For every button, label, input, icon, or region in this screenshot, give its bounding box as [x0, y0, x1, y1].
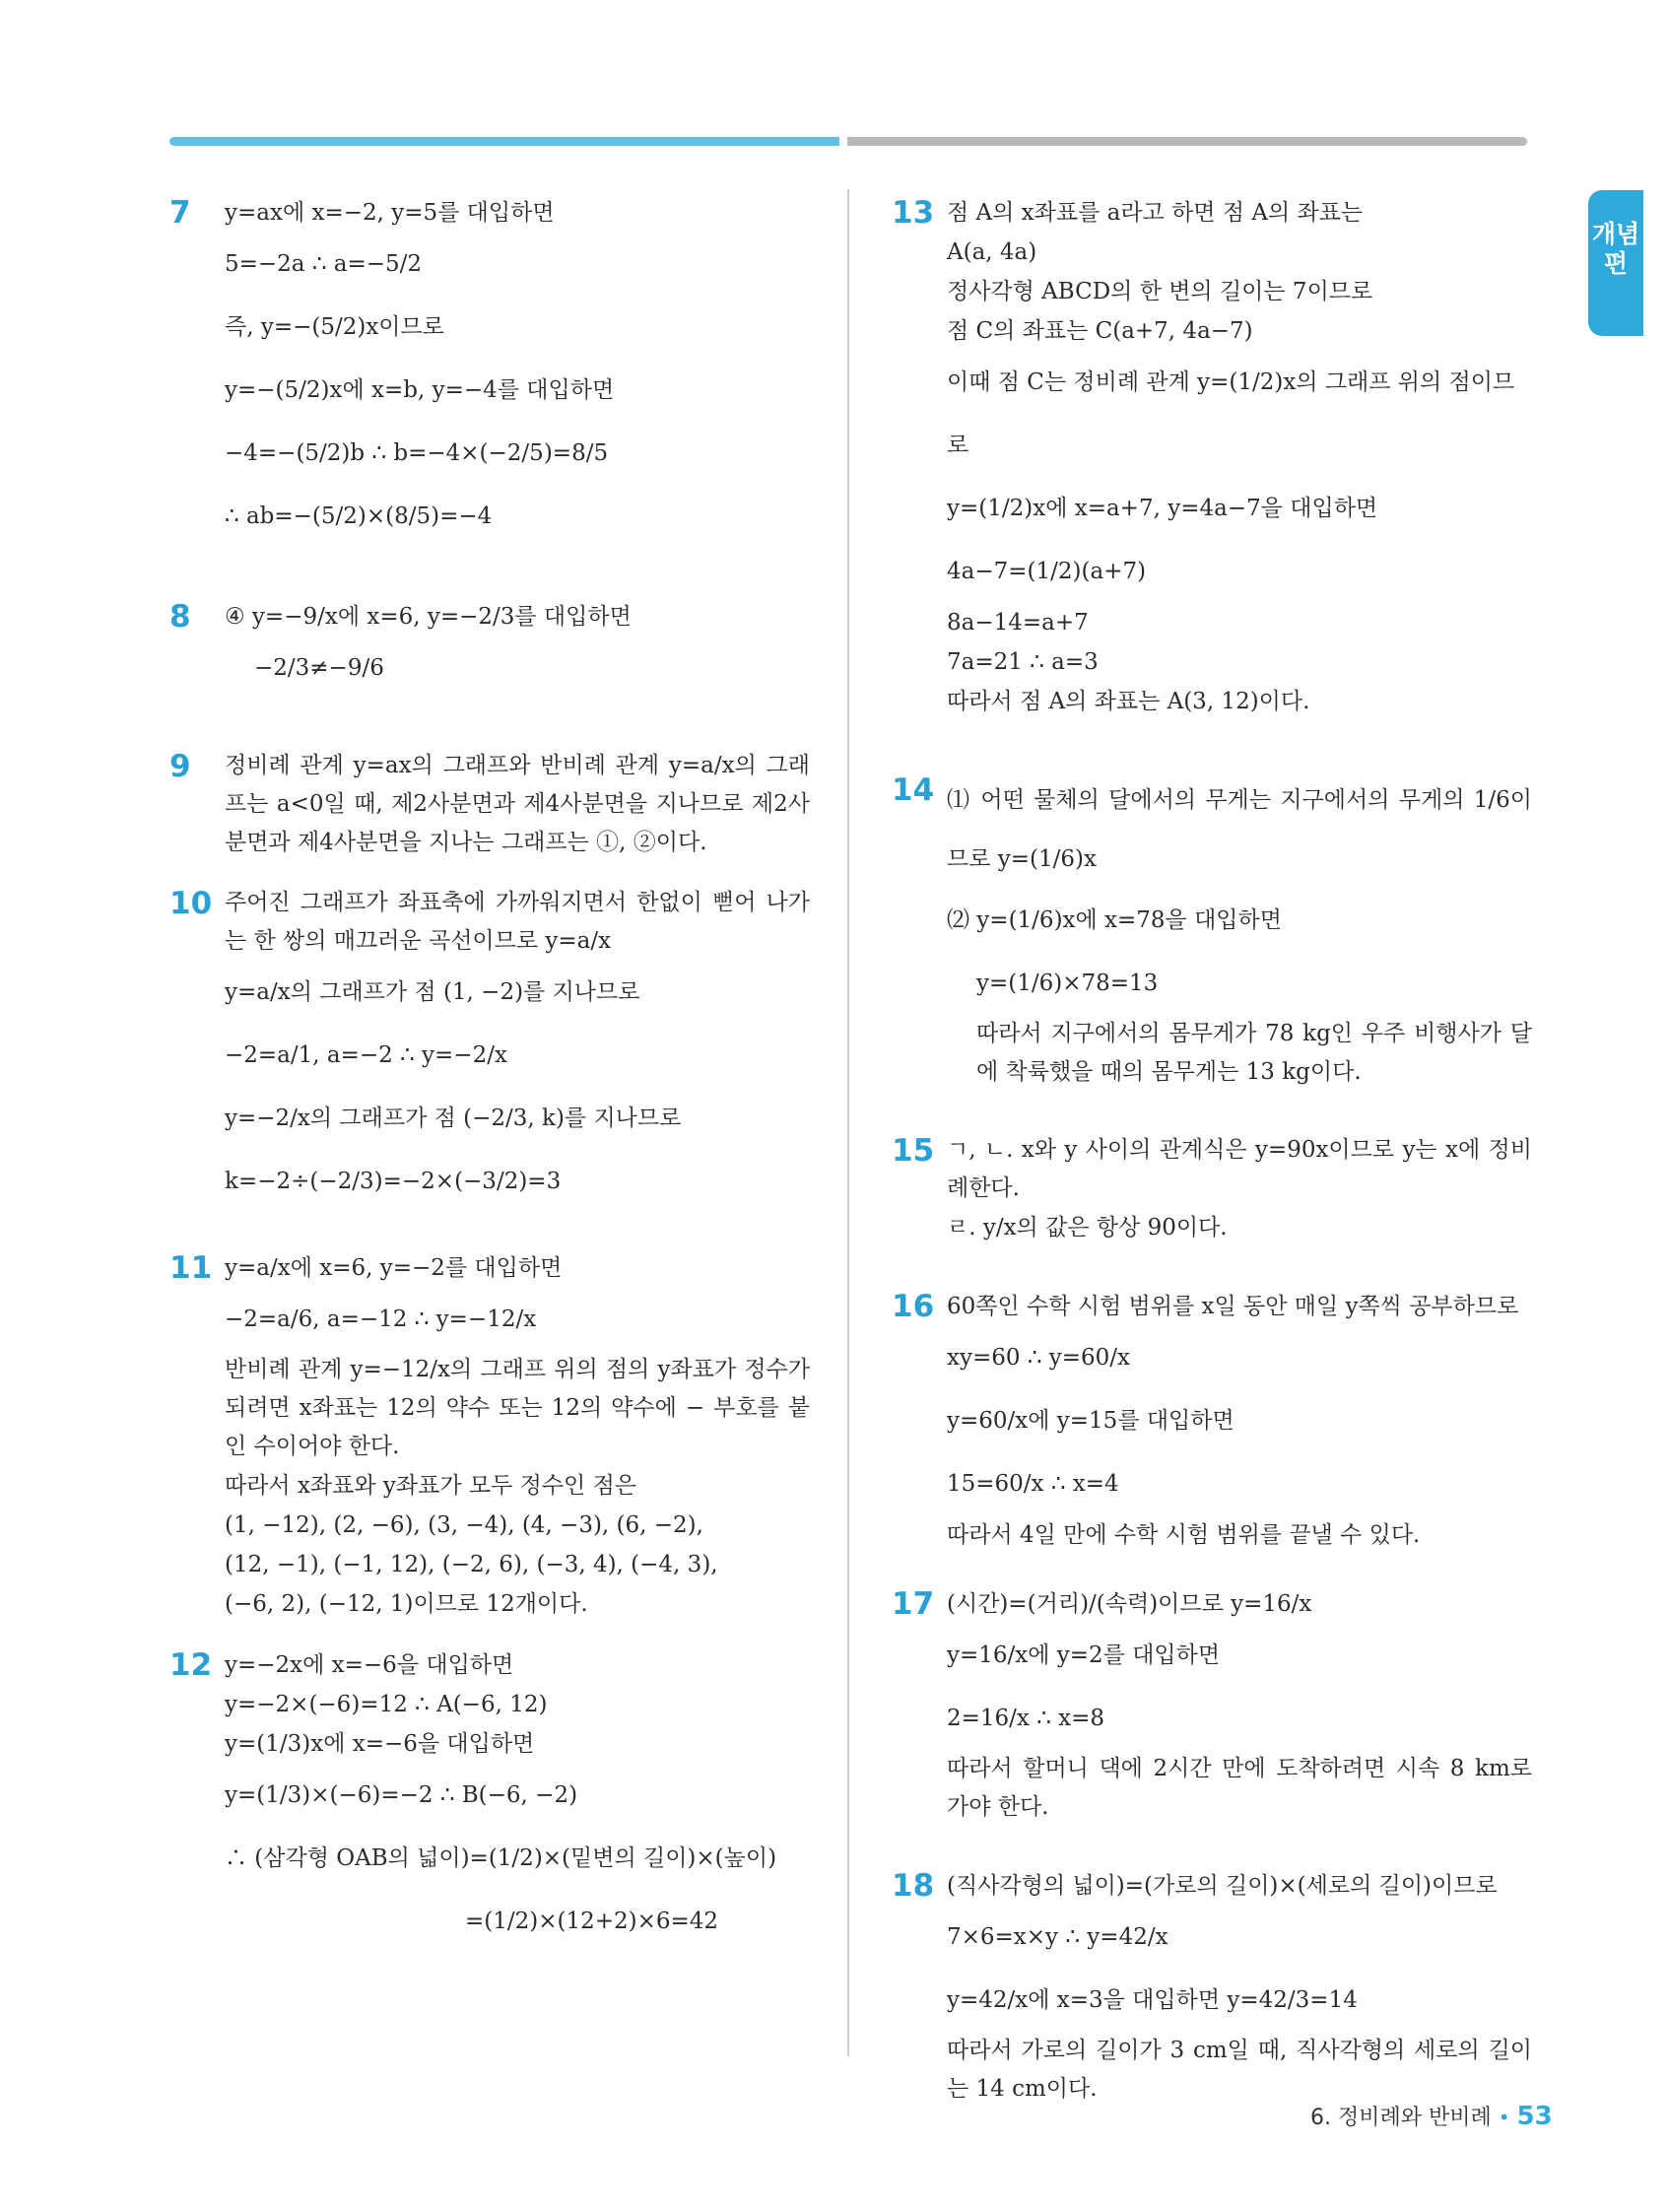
solution-line: y=(1/3)×(−6)=−2 ∴ B(−6, −2) — [225, 1782, 578, 1808]
solution-line: (시간)=(거리)/(속력)이므로 y=16/x — [947, 1591, 1312, 1617]
solution-line: k=−2÷(−2/3)=−2×(−3/2)=3 — [225, 1169, 562, 1194]
solution-line: 따라서 4일 만에 수학 시험 범위를 끝낼 수 있다. — [947, 1522, 1421, 1548]
solution-line: y=(1/3)x에 x=−6을 대입하면 — [225, 1731, 535, 1757]
solution-line: =(1/2)×(12+2)×6=42 — [465, 1909, 719, 1934]
problem-number: 15 — [892, 1133, 935, 1169]
problem-16 — [892, 1287, 1532, 1555]
column-divider — [847, 189, 849, 2056]
solution-line: y=(1/6)×78=13 — [976, 971, 1159, 996]
solution-line: 7×6=x×y ∴ y=42/x — [947, 1924, 1168, 1950]
solution-line: y=a/x에 x=6, y=−2를 대입하면 — [225, 1255, 563, 1281]
solution-line: −4=−(5/2)b ∴ b=−4×(−2/5)=8/5 — [225, 440, 609, 466]
chapter-title: 6. 정비례와 반비례 — [1310, 2106, 1492, 2130]
solution-line: 점 A의 x좌표를 a라고 하면 점 A의 좌표는 — [947, 200, 1364, 226]
problem-9 — [169, 747, 810, 862]
header-bar-blue — [169, 137, 839, 146]
solution-line: 따라서 할머니 댁에 2시간 만에 도착하려면 시속 8 km로 가야 한다. — [947, 1756, 1532, 1820]
problem-number: 14 — [892, 772, 935, 808]
solution-line: 점 C의 좌표는 C(a+7, 4a−7) — [947, 318, 1253, 344]
page-number: 53 — [1516, 2102, 1553, 2131]
solution-line: 15=60/x ∴ x=4 — [947, 1471, 1119, 1497]
problem-8 — [169, 597, 810, 700]
right-column — [892, 193, 1532, 2130]
solution-line: 이때 점 C는 정비례 관계 y=(1/2)x의 그래프 위의 점이므로 — [947, 369, 1515, 458]
solution-line: y=ax에 x=−2, y=5를 대입하면 — [225, 200, 555, 226]
problem-15 — [892, 1131, 1532, 1247]
solution-line: 따라서 x좌표와 y좌표가 모두 정수인 점은 — [225, 1473, 637, 1499]
problem-13 — [892, 193, 1532, 721]
solution-line: 정비례 관계 y=ax의 그래프와 반비례 관계 y=a/x의 그래프는 a<0일 때, 제2사분면과 제4사분면을 지나므로 제2사분면과 제4사분면을 지나는 그래프는 ①, ②이다. — [225, 753, 810, 855]
solution-line: −2/3≠−9/6 — [254, 655, 384, 681]
solution-line: −2=a/6, a=−12 ∴ y=−12/x — [225, 1307, 537, 1332]
problem-17 — [892, 1584, 1532, 1827]
problem-number: 10 — [169, 886, 213, 921]
problem-7 — [169, 193, 810, 548]
solution-line: 4a−7=(1/2)(a+7) — [947, 559, 1147, 584]
solution-line: ④ y=−9/x에 x=6, y=−2/3를 대입하면 — [225, 604, 632, 630]
solution-line: y=(1/2)x에 x=a+7, y=4a−7을 대입하면 — [947, 496, 1378, 521]
problem-number: 8 — [169, 599, 191, 635]
problem-number: 11 — [169, 1250, 213, 1286]
solution-line: y=−2x에 x=−6을 대입하면 — [225, 1652, 514, 1678]
problem-number: 18 — [892, 1868, 935, 1904]
problem-14 — [892, 771, 1532, 1092]
problem-18 — [892, 1866, 1532, 2109]
solution-line: ⑵ y=(1/6)x에 x=78을 대입하면 — [947, 907, 1282, 933]
solution-line: −2=a/1, a=−2 ∴ y=−2/x — [225, 1042, 507, 1068]
solution-line: xy=60 ∴ y=60/x — [947, 1345, 1131, 1371]
problem-number: 9 — [169, 749, 191, 784]
problem-number: 17 — [892, 1586, 935, 1622]
problem-11 — [169, 1248, 810, 1624]
problem-12 — [169, 1645, 810, 1953]
solution-line: y=42/x에 x=3을 대입하면 y=42/3=14 — [947, 1987, 1358, 2013]
solution-line: (1, −12), (2, −6), (3, −4), (4, −3), (6, −2), — [225, 1512, 703, 1538]
solution-line: 정사각형 ABCD의 한 변의 길이는 7이므로 — [947, 279, 1373, 304]
page-footer — [1310, 2101, 1553, 2131]
solution-line: 5=−2a ∴ a=−5/2 — [225, 251, 423, 277]
solution-line: 반비례 관계 y=−12/x의 그래프 위의 점의 y좌표가 정수가 되려면 x좌표는 12의 약수 또는 12의 약수에 − 부호를 붙인 수이어야 한다. — [225, 1357, 810, 1459]
solution-line: ∴ (삼각형 OAB의 넓이)=(1/2)×(밑변의 길이)×(높이) — [225, 1845, 777, 1871]
solution-line: y=−2/x의 그래프가 점 (−2/3, k)를 지나므로 — [225, 1106, 682, 1131]
problem-number: 16 — [892, 1289, 935, 1324]
solution-line: 즉, y=−(5/2)x이므로 — [225, 314, 444, 340]
solution-line: y=16/x에 y=2를 대입하면 — [947, 1642, 1221, 1668]
solution-line: A(a, 4a) — [947, 239, 1037, 265]
solution-line: (직사각형의 넓이)=(가로의 길이)×(세로의 길이)이므로 — [947, 1873, 1498, 1899]
solution-line: y=a/x의 그래프가 점 (1, −2)를 지나므로 — [225, 979, 640, 1005]
left-column — [169, 193, 810, 1975]
solution-line: ㄹ. y/x의 값은 항상 90이다. — [947, 1215, 1228, 1240]
problem-number: 7 — [169, 195, 191, 231]
footer-dot: • — [1498, 2106, 1510, 2129]
solution-line: (−6, 2), (−12, 1)이므로 12개이다. — [225, 1591, 588, 1617]
solution-line: ⑴ 어떤 물체의 달에서의 무게는 지구에서의 무게의 1/6이므로 y=(1/6)x — [947, 787, 1532, 872]
solution-line: ㄱ, ㄴ. x와 y 사이의 관계식은 y=90x이므로 y는 x에 정비례한다. — [947, 1137, 1532, 1201]
solution-line: 7a=21 ∴ a=3 — [947, 649, 1099, 675]
solution-line: 따라서 지구에서의 몸무게가 78 kg인 우주 비행사가 달에 착륙했을 때의 몸무게는 13 kg이다. — [976, 1021, 1532, 1085]
solution-line: 따라서 점 A의 좌표는 A(3, 12)이다. — [947, 689, 1310, 714]
solution-line: (12, −1), (−1, 12), (−2, 6), (−3, 4), (−4, 3), — [225, 1552, 718, 1577]
solution-line: 주어진 그래프가 좌표축에 가까워지면서 한없이 뻗어 나가는 한 쌍의 매끄러운 곡선이므로 y=a/x — [225, 890, 810, 954]
solution-line: y=60/x에 y=15를 대입하면 — [947, 1408, 1234, 1434]
solution-line: 60쪽인 수학 시험 범위를 x일 동안 매일 y쪽씩 공부하므로 — [947, 1294, 1519, 1319]
solution-line: y=−(5/2)x에 x=b, y=−4를 대입하면 — [225, 377, 615, 403]
section-tab: 개념편 — [1588, 190, 1643, 336]
header-bar-gray — [847, 137, 1527, 146]
solution-line: 8a−14=a+7 — [947, 610, 1089, 636]
solution-line: 따라서 가로의 길이가 3 cm일 때, 직사각형의 세로의 길이는 14 cm이다. — [947, 2038, 1532, 2102]
problem-number: 12 — [169, 1647, 213, 1683]
problem-number: 13 — [892, 195, 935, 231]
solution-line: y=−2×(−6)=12 ∴ A(−6, 12) — [225, 1692, 548, 1717]
solution-line: 2=16/x ∴ x=8 — [947, 1706, 1105, 1731]
solution-line: ∴ ab=−(5/2)×(8/5)=−4 — [225, 503, 493, 529]
problem-10 — [169, 884, 810, 1213]
